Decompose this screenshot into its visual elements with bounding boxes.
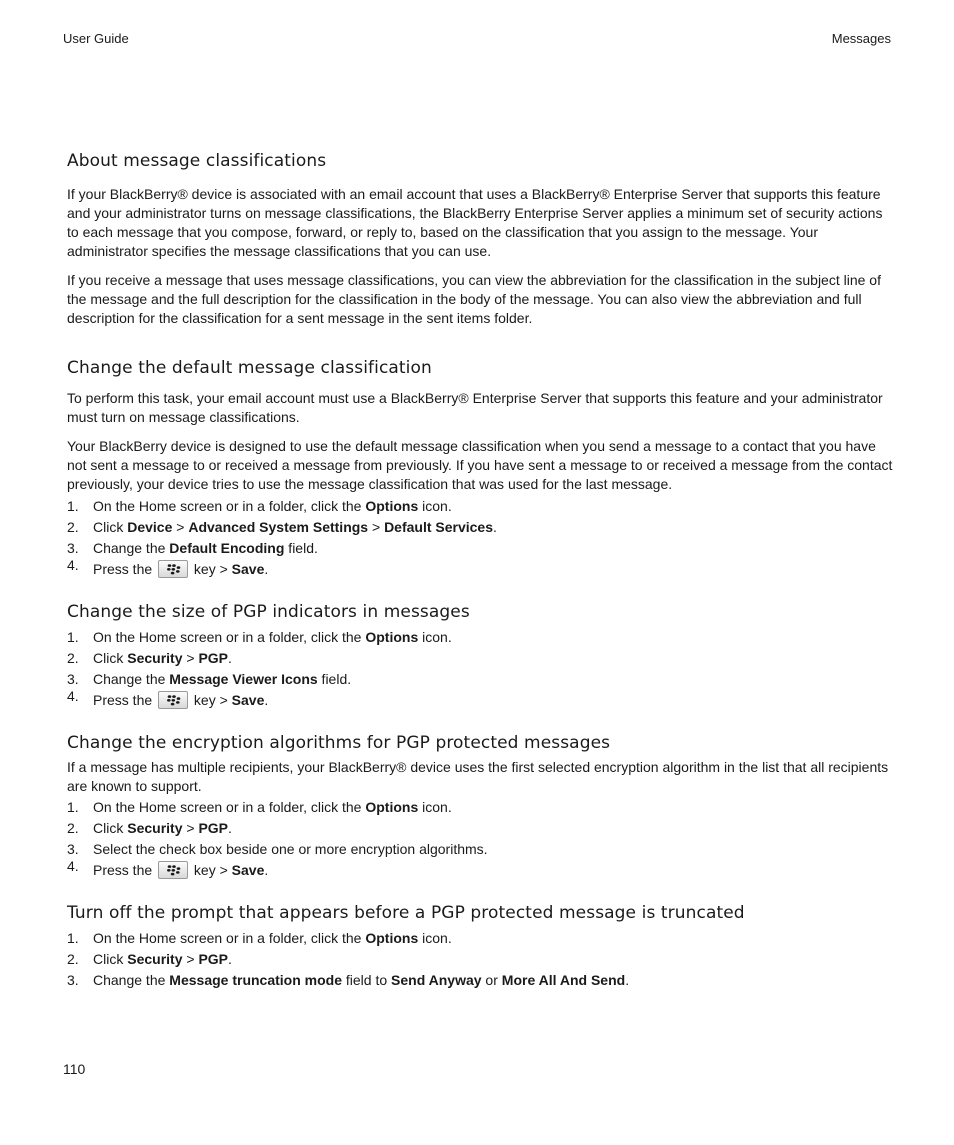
page-content: [67, 151, 893, 991]
section-title-pgp-indicators: Change the size of PGP indicators in messages: [67, 602, 470, 622]
list-item: 3. Change the Default Encoding field.: [67, 540, 318, 556]
paragraph: If you receive a message that uses message classifications, you can view the abbreviation for the classification in the subject line of the message and the full description for the classification in the body of the message. You can also view the abbreviation and full description for the classification for a sent message in the sent items folder.: [67, 272, 881, 326]
list-item: 1. On the Home screen or in a folder, click the Options icon.: [67, 498, 452, 514]
list-item: 2. Click Device > Advanced System Settings > Default Services.: [67, 519, 497, 535]
list-item: 2. Click Security > PGP.: [67, 650, 232, 666]
running-header: [63, 31, 891, 49]
section-title-pgp-encryption-algorithms: Change the encryption algorithms for PGP protected messages: [67, 733, 611, 753]
list-item: 4. Press the key > Save.: [67, 557, 269, 577]
header-chapter-title: Messages: [831, 31, 891, 46]
list-item: 4. Press the key > Save.: [67, 688, 269, 708]
step-list: [67, 627, 893, 711]
list-item: 2. Click Security > PGP.: [67, 820, 232, 836]
list-item: 3. Change the Message Viewer Icons field.: [67, 671, 352, 687]
paragraph: To perform this task, your email account must use a BlackBerry® Enterprise Server that supports this feature and your administrator must turn on message classifications.: [67, 390, 883, 425]
section-title-pgp-truncation-prompt: Turn off the prompt that appears before a PGP protected message is truncated: [67, 903, 745, 923]
step-list: [67, 797, 893, 881]
header-guide-title: User Guide: [63, 31, 129, 46]
paragraph: If your BlackBerry® device is associated with an email account that uses a BlackBerry® Enterprise Server that supports this feature and your administrator turns on message classifications, the BlackBerry Enterprise Server applies a minimum set of security actions to each message that you compose, forward, or reply to, based on the classification that you assign to the message. Your administrator specifies the message classifications that you can use.: [67, 186, 883, 259]
section-title-default-classification: Change the default message classification: [67, 358, 432, 378]
list-item: 1. On the Home screen or in a folder, click the Options icon.: [67, 629, 452, 645]
list-item: 4. Press the key > Save.: [67, 858, 269, 878]
blackberry-menu-key-icon: [158, 691, 188, 709]
step-list: [67, 496, 893, 580]
blackberry-menu-key-icon: [158, 861, 188, 879]
page-number: 110: [63, 1061, 86, 1077]
paragraph: If a message has multiple recipients, your BlackBerry® device uses the first selected encryption algorithm in the list that all recipients are known to support.: [67, 759, 889, 794]
list-item: 1. On the Home screen or in a folder, click the Options icon.: [67, 799, 452, 815]
blackberry-menu-key-icon: [158, 560, 188, 578]
list-item: 1. On the Home screen or in a folder, click the Options icon.: [67, 930, 452, 946]
list-item: 3. Select the check box beside one or more encryption algorithms.: [67, 841, 488, 857]
step-list: [67, 928, 893, 991]
paragraph: Your BlackBerry device is designed to use the default message classification when you send a message to a contact that you have not sent a message to or received a message from previously. If you have sent a message to or received a message from the contact previously, your device tries to use the message classification that was used for the last message.: [67, 438, 893, 492]
list-item: 3. Change the Message truncation mode field to Send Anyway or More All And Send.: [67, 972, 630, 988]
section-title-about-classifications: About message classifications: [67, 151, 327, 171]
list-item: 2. Click Security > PGP.: [67, 951, 232, 967]
